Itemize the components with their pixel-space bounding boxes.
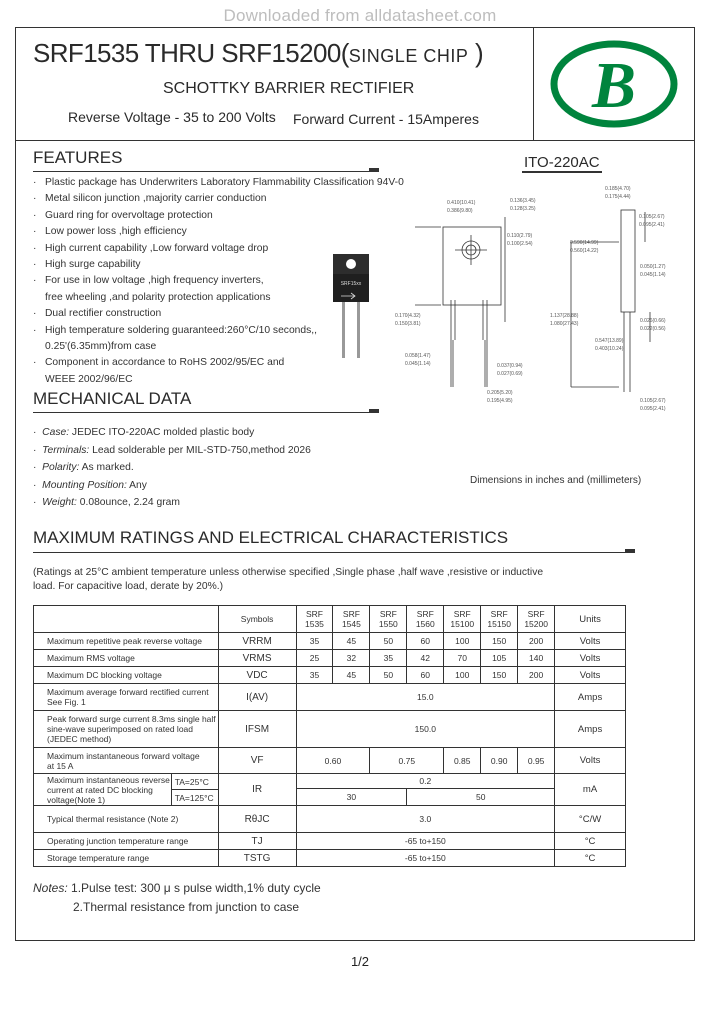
table-cell: 45 xyxy=(333,667,370,684)
row-unit: Volts xyxy=(555,633,626,650)
features-rule xyxy=(33,171,378,172)
title-main: SRF1535 THRU SRF15200( xyxy=(33,38,349,68)
table-cell: 0.60 xyxy=(296,748,370,774)
ratings-rule xyxy=(33,552,633,553)
mechanical-item: · Weight: 0.08ounce, 2.24 gram xyxy=(33,497,180,509)
svg-text:0.128(3.25): 0.128(3.25) xyxy=(510,206,536,212)
feature-item: · Dual rectifier construction xyxy=(33,308,162,320)
svg-text:0.136(3.45): 0.136(3.45) xyxy=(510,198,536,204)
ir-condition-25c: TA=25°C xyxy=(172,774,218,790)
package-photo xyxy=(325,248,377,362)
row-symbol: TSTG xyxy=(218,850,296,867)
mechanical-rule xyxy=(33,412,378,413)
row-symbol: I(AV) xyxy=(218,684,296,711)
table-row-tj xyxy=(34,833,626,850)
row-description: Maximum average forward rectified current See Fig. 1 xyxy=(34,684,219,711)
mechanical-list xyxy=(33,424,311,512)
svg-text:0.590(14.99): 0.590(14.99) xyxy=(570,240,599,246)
feature-item: free wheeling ,and polarity protection applications xyxy=(45,291,271,303)
table-cell: 60 xyxy=(407,667,444,684)
table-row-iav xyxy=(34,684,626,711)
header-blank xyxy=(34,606,219,633)
row-description: Maximum instantaneous forward voltage at 15 A xyxy=(34,748,219,774)
table-row-vf xyxy=(34,748,626,774)
table-cell: 105 xyxy=(481,650,518,667)
svg-text:0.037(0.94): 0.037(0.94) xyxy=(497,363,523,369)
header-part: SRF 1535 xyxy=(296,606,333,633)
svg-text:0.175(4.44): 0.175(4.44) xyxy=(605,194,631,200)
row-symbol: IFSM xyxy=(218,711,296,748)
svg-text:0.095(2.41): 0.095(2.41) xyxy=(640,406,666,412)
header-part: SRF 1560 xyxy=(407,606,444,633)
table-cell: 140 xyxy=(518,650,555,667)
row-unit: mA xyxy=(555,774,626,806)
row-symbol: VRMS xyxy=(218,650,296,667)
table-row-rth xyxy=(34,806,626,833)
row-symbol: IR xyxy=(218,774,296,806)
row-unit: Amps xyxy=(555,684,626,711)
table-header-row xyxy=(34,606,626,633)
svg-text:0.547(13.89): 0.547(13.89) xyxy=(595,338,624,344)
feature-item: 0.25'(6.35mm)from case xyxy=(45,341,157,353)
mechanical-item: · Case: JEDEC ITO-220AC molded plastic body xyxy=(33,427,255,438)
package-marking: SRF15xx xyxy=(340,281,362,287)
table-cell: 50 xyxy=(370,667,407,684)
mechanical-rule-tab xyxy=(369,409,379,413)
table-cell: 0.90 xyxy=(481,748,518,774)
svg-text:1.137(28.88): 1.137(28.88) xyxy=(550,313,579,319)
svg-text:0.100(2.54): 0.100(2.54) xyxy=(507,241,533,247)
table-cell: 70 xyxy=(444,650,481,667)
feature-item: · Metal silicon junction ,majority carrier conduction xyxy=(33,193,267,205)
features-rule-tab xyxy=(369,168,379,172)
svg-text:0.045(1.14): 0.045(1.14) xyxy=(640,272,666,278)
table-cell: 35 xyxy=(370,650,407,667)
feature-item: · Guard ring for overvoltage protection xyxy=(33,209,213,221)
row-unit: °C xyxy=(555,833,626,850)
mechanical-item: · Mounting Position: Any xyxy=(33,479,147,491)
ratings-rule-tab xyxy=(625,549,635,553)
feature-item: · High surge capability xyxy=(33,259,141,271)
table-cell: -65 to+150 xyxy=(296,850,555,867)
ratings-heading: MAXIMUM RATINGS AND ELECTRICAL CHARACTERISTICS xyxy=(33,528,509,547)
mechanical-heading: MECHANICAL DATA xyxy=(33,389,192,408)
row-description: Typical thermal resistance (Note 2) xyxy=(34,806,219,833)
svg-text:0.026(0.66): 0.026(0.66) xyxy=(640,318,666,324)
features-heading: FEATURES xyxy=(33,148,123,167)
package-outline-drawing xyxy=(395,182,695,422)
title-end: ) xyxy=(468,38,484,68)
feature-item: · Low power loss ,high efficiency xyxy=(33,226,187,238)
header-part: SRF 15100 xyxy=(444,606,481,633)
title-single-chip: SINGLE CHIP xyxy=(348,46,469,66)
table-cell: 35 xyxy=(296,667,333,684)
ratings-table xyxy=(33,605,626,867)
table-cell: 32 xyxy=(333,650,370,667)
ratings-conditions-line: load. For capacitive load, derate by 20%.) xyxy=(33,581,224,592)
table-row-vdc xyxy=(34,667,626,684)
mechanical-item: · Terminals: Lead solderable per MIL-STD-750,method 2026 xyxy=(33,444,311,456)
watermark: Downloaded from alldatasheet.com xyxy=(223,6,497,25)
svg-text:0.095(2.41): 0.095(2.41) xyxy=(639,222,665,228)
svg-text:0.105(2.67): 0.105(2.67) xyxy=(639,214,665,220)
notes xyxy=(33,879,321,917)
table-cell: 0.95 xyxy=(518,748,555,774)
table-row-ir-25 xyxy=(34,774,626,789)
feature-item: · High current capability ,Low forward voltage drop xyxy=(33,242,269,254)
header-units: Units xyxy=(555,606,626,633)
header-part: SRF 15150 xyxy=(481,606,518,633)
svg-text:0.110(2.79): 0.110(2.79) xyxy=(507,233,533,239)
table-row-tstg xyxy=(34,850,626,867)
page-title xyxy=(33,38,483,69)
table-cell: 100 xyxy=(444,633,481,650)
row-unit: Volts xyxy=(555,667,626,684)
forward-current-spec: Forward Current - 15Amperes xyxy=(293,111,479,127)
row-symbol: TJ xyxy=(218,833,296,850)
row-description: Operating junction temperature range xyxy=(34,833,219,850)
table-row-vrrm xyxy=(34,633,626,650)
row-symbol: RθJC xyxy=(218,806,296,833)
feature-item: · Plastic package has Underwriters Laboratory Flammability Classification 94V-0 xyxy=(33,177,404,188)
table-row-vrms xyxy=(34,650,626,667)
table-cell: 150.0 xyxy=(296,711,555,748)
table-cell: 0.85 xyxy=(444,748,481,774)
row-unit: Volts xyxy=(555,748,626,774)
table-cell: 35 xyxy=(296,633,333,650)
feature-item: · Component in accordance to RoHS 2002/95/EC and xyxy=(33,357,285,369)
mechanical-item: · Polarity: As marked. xyxy=(33,462,134,474)
table-cell: 150 xyxy=(481,633,518,650)
svg-text:0.045(1.14): 0.045(1.14) xyxy=(405,361,431,367)
svg-text:0.205(5.20): 0.205(5.20) xyxy=(487,390,513,396)
svg-text:0.195(4.95): 0.195(4.95) xyxy=(487,398,513,404)
ir-condition-125c: TA=125°C xyxy=(174,792,214,803)
feature-item: WEEE 2002/96/EC xyxy=(45,373,133,385)
dimensions-note: Dimensions in inches and (millimeters) xyxy=(470,475,642,486)
header-symbols: Symbols xyxy=(218,606,296,633)
logo-letter: B xyxy=(591,49,637,122)
brand-logo xyxy=(534,27,695,141)
table-cell: 42 xyxy=(407,650,444,667)
table-cell: 45 xyxy=(333,633,370,650)
svg-text:0.027(0.69): 0.027(0.69) xyxy=(497,371,523,377)
table-cell: 0.2 xyxy=(296,774,555,789)
row-description: Maximum instantaneous reverse current at rated DC blocking voltage(Note 1) TA=25°C TA=125°C xyxy=(34,774,219,806)
svg-text:0.050(1.27): 0.050(1.27) xyxy=(640,264,666,270)
header-part: SRF 1550 xyxy=(370,606,407,633)
row-description: Maximum RMS voltage xyxy=(34,650,219,667)
svg-text:0.105(2.67): 0.105(2.67) xyxy=(640,398,666,404)
logo-box xyxy=(534,27,695,141)
package-name: ITO-220AC xyxy=(524,154,600,171)
table-cell: 50 xyxy=(407,789,555,806)
table-cell: -65 to+150 xyxy=(296,833,555,850)
table-cell: 150 xyxy=(481,667,518,684)
row-unit: Volts xyxy=(555,650,626,667)
table-cell: 3.0 xyxy=(296,806,555,833)
svg-text:0.403(10.24): 0.403(10.24) xyxy=(595,346,624,352)
header-part: SRF 15200 xyxy=(518,606,555,633)
table-cell: 30 xyxy=(296,789,407,806)
row-unit: Amps xyxy=(555,711,626,748)
row-description: Maximum repetitive peak reverse voltage xyxy=(34,633,219,650)
ratings-conditions xyxy=(33,566,543,594)
svg-text:1.080(27.43): 1.080(27.43) xyxy=(550,321,579,327)
ratings-conditions-line: (Ratings at 25°C ambient temperature unless otherwise specified ,Single phase ,half wave ,resistive or inductive xyxy=(33,567,544,578)
row-unit: °C/W xyxy=(555,806,626,833)
svg-text:0.410(10.41): 0.410(10.41) xyxy=(447,200,476,206)
subtitle: SCHOTTKY BARRIER RECTIFIER xyxy=(163,80,415,97)
feature-item: · For use in low voltage ,high frequency inverters, xyxy=(33,275,264,287)
table-cell: 100 xyxy=(444,667,481,684)
table-cell: 50 xyxy=(370,633,407,650)
svg-text:0.560(14.22): 0.560(14.22) xyxy=(570,248,599,254)
row-description: Peak forward surge current 8.3ms single half sine-wave superimposed on rated load (JEDEC method) xyxy=(34,711,219,748)
reverse-voltage-spec: Reverse Voltage - 35 to 200 Volts xyxy=(68,109,276,125)
note-1: Notes: 1.Pulse test: 300 μ s pulse width,1% duty cycle xyxy=(33,881,321,895)
svg-text:0.150(3.81): 0.150(3.81) xyxy=(395,321,421,327)
table-cell: 15.0 xyxy=(296,684,555,711)
table-cell: 0.75 xyxy=(370,748,444,774)
svg-text:0.022(0.56): 0.022(0.56) xyxy=(640,326,666,332)
table-cell: 200 xyxy=(518,667,555,684)
table-cell: 25 xyxy=(296,650,333,667)
row-symbol: VDC xyxy=(218,667,296,684)
svg-text:0.386(9.80): 0.386(9.80) xyxy=(447,208,473,214)
feature-item: · High temperature soldering guaranteed:260°C/10 seconds,, xyxy=(33,324,318,336)
row-unit: °C xyxy=(555,850,626,867)
row-description: Maximum DC blocking voltage xyxy=(34,667,219,684)
page-number: 1/2 xyxy=(350,954,370,969)
row-symbol: VF xyxy=(218,748,296,774)
table-cell: 60 xyxy=(407,633,444,650)
row-symbol: VRRM xyxy=(218,633,296,650)
svg-text:0.058(1.47): 0.058(1.47) xyxy=(405,353,431,359)
table-cell: 200 xyxy=(518,633,555,650)
row-description: Storage temperature range xyxy=(34,850,219,867)
note-2: 2.Thermal resistance from junction to case xyxy=(73,900,300,914)
svg-text:0.185(4.70): 0.185(4.70) xyxy=(605,186,631,192)
svg-text:0.170(4.32): 0.170(4.32) xyxy=(395,313,421,319)
header-part: SRF 1545 xyxy=(333,606,370,633)
table-row-ifsm xyxy=(34,711,626,748)
